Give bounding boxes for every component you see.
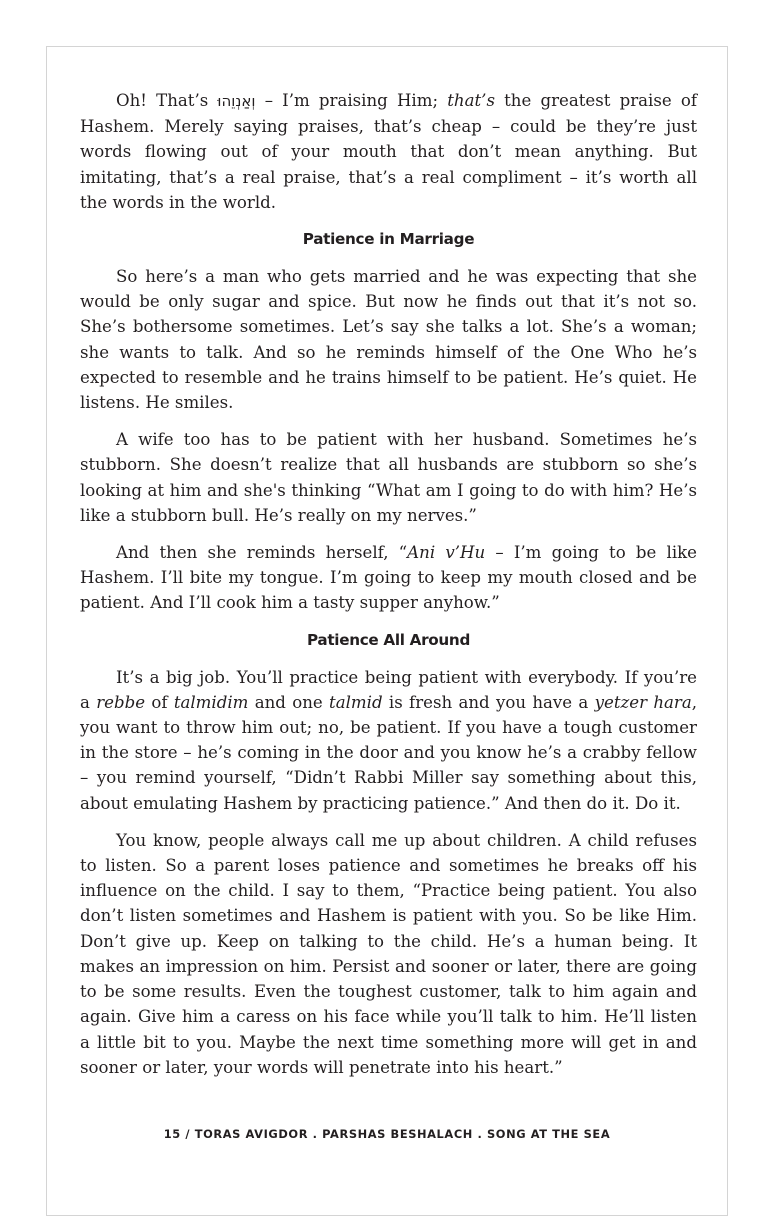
section-heading: Patience All Around [306,630,471,649]
italic-term: yetzer hara [594,692,692,712]
text-run: You know, people always call me up about children. A child refuses to listen. So a parent loses patience and sometimes he breaks off his influence on the child. I say to them, “Practice being patient. You also don’t listen sometimes and Hashem is patient with you. So be like Him. Don’t give up. Keep on talking to the child. He’s a human being. It makes an impression on him. Persist and sooner or later, there are going to be some results. Even the toughest customer, talk to him again and again. Give him a caress on his face while you’ll talk to him. He’ll listen a little bit to you. Maybe the next time something more will get in and sooner or later, your words will penetrate into his heart.” [80,830,697,1077]
section-heading: Patience in Marriage [302,230,475,249]
hebrew-word: וְאַנְוֵהוּ [217,92,256,110]
text-run: So here’s a man who gets married and he was expecting that she would be only sugar and spice. But now he finds out that it’s not so. She’s bothersome sometimes. Let’s say she talks a lot. She’s a woman; she wants to talk. And so he reminds himself of the One Who he’s expected to resemble and he trains himself to be patient. He’s quiet. He listens. He smiles. [80,267,697,413]
text-run: , you want to throw him out; no, be patient. If you have a tough customer in the store – he’s coming in the door and you know he’s a crabby fellow – you remind yourself, “Didn’t Rabbi Miller say something about this, about emulating Hashem by practicing patience.” And then do it. Do it. [80,692,698,813]
text-run: A wife too has to be patient with her husband. Sometimes he’s stubborn. She doesn’t realize that all husbands are stubborn so she’s looking at him and she's thinking “What am I going to do with him? He’s like a stubborn bull. He’s really on my nerves.” [80,430,697,525]
italic-term: Ani v’Hu [407,543,486,563]
italic-term: talmidim [173,692,249,712]
body-paragraph [80,264,697,415]
text-run: the greatest praise of Hashem. Merely saying praises, that’s cheap – could be they’re just words flowing out of your mouth that don’t mean anything. But imitating, that’s a real praise, that’s a real compliment – it’s worth all the words in the world. [80,91,698,212]
body-paragraph [80,828,697,1080]
italic-term: talmid [329,692,383,712]
text-run: And then she reminds herself, “ [116,543,408,563]
text-run: Oh! That’s [116,91,218,110]
body-paragraph [80,88,697,215]
text-run: – I’m going to be like Hashem. I’ll bite my tongue. I’m going to keep my mouth closed and be patient. And I’ll cook him a tasty supper anyhow.” [80,543,698,613]
body-paragraph [80,665,697,816]
text-run: is fresh and you have a [382,692,595,712]
italic-term: that’s [447,91,495,110]
body-paragraph [80,427,697,528]
text-run: It’s a big job. You’ll practice being patient with everybody. If you’re a [80,667,697,712]
text-run: and one [248,692,330,712]
page-content [80,88,697,1092]
body-paragraph [80,540,697,616]
italic-term: rebbe [96,692,146,712]
page-footer: 15 / TORAS AVIGDOR . PARSHAS BESHALACH . SONG AT THE SEA [163,1127,611,1141]
text-run: – I’m praising Him; [255,91,448,110]
text-run: of [145,692,174,712]
